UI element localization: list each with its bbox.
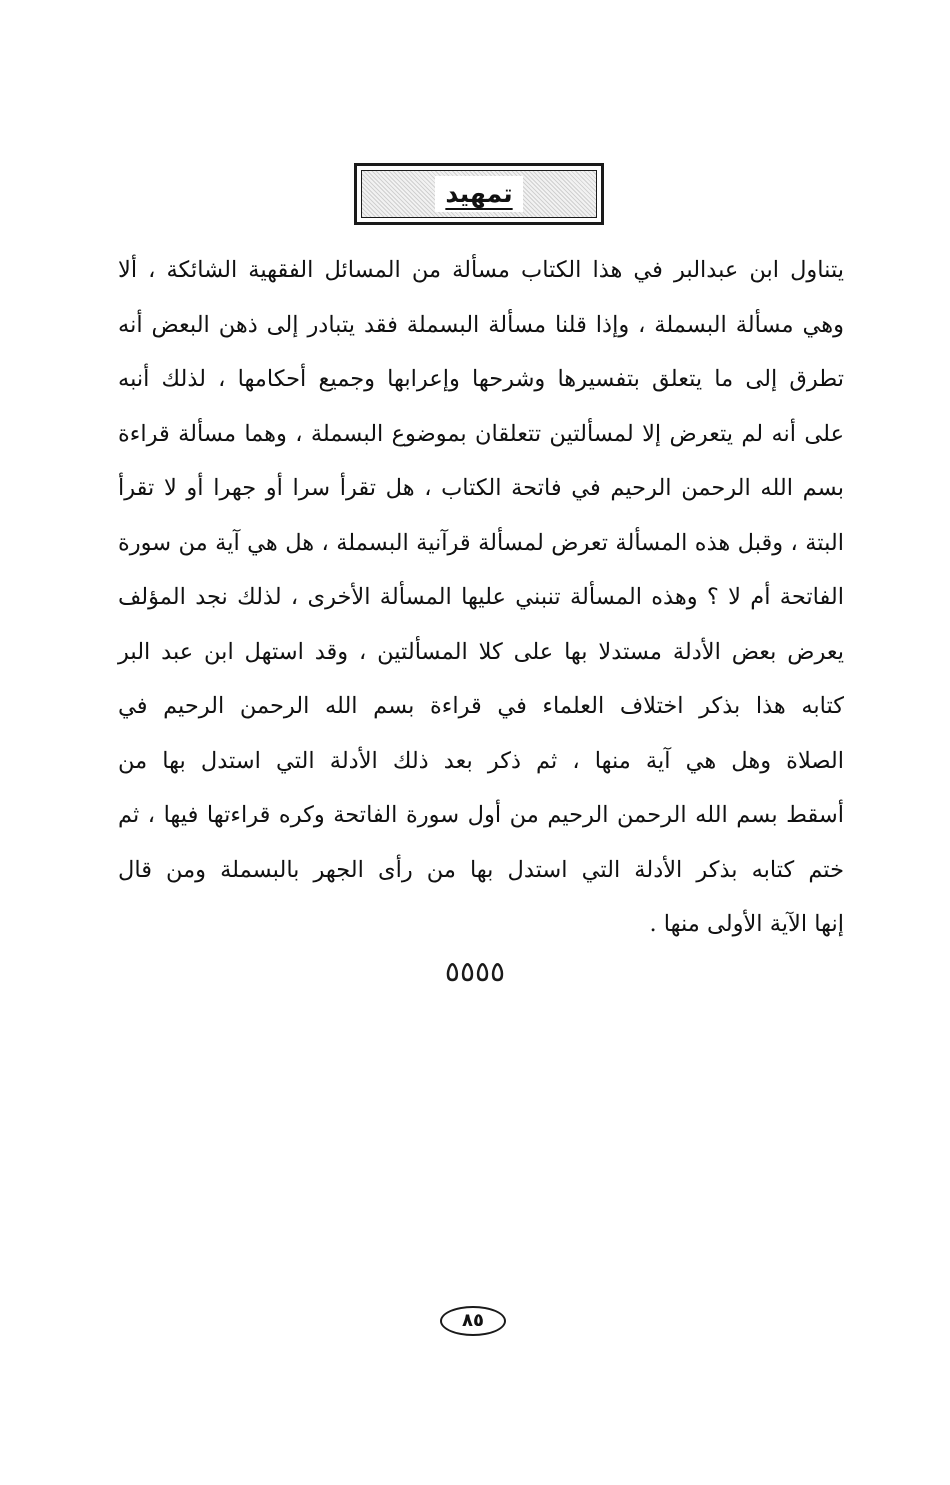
body-line: أسقط بسم الله الرحمن الرحيم من أول سورة الفاتحة وكره قراءتها فيها ، ثم <box>118 802 844 828</box>
body-line: ختم كتابه بذكر الأدلة التي استدل بها من رأى الجهر بالبسملة ومن قال <box>118 856 844 883</box>
body-line: البتة ، وقبل هذه المسألة تعرض لمسألة قرآنية البسملة ، هل هي آية من سورة <box>118 529 844 556</box>
body-line: إنها الآية الأولى منها . <box>649 911 844 937</box>
body-line: وهي مسألة البسملة ، وإذا قلنا مسألة البسملة فقد يتبادر إلى ذهن البعض أنه <box>118 311 844 338</box>
body-line: يتناول ابن عبدالبر في هذا الكتاب مسألة من المسائل الفقهية الشائكة ، ألا <box>118 257 844 283</box>
body-line: بسم الله الرحمن الرحيم في فاتحة الكتاب ، هل تقرأ سرا أو جهرا أو لا تقرأ <box>118 475 844 501</box>
body-line: الصلاة وهل هي آية منها ، ثم ذكر بعد ذلك الأدلة التي استدل بها من <box>118 747 844 774</box>
body-line: تطرق إلى ما يتعلق بتفسيرها وشرحها وإعرابها وجميع أحكامها ، لذلك أنبه <box>118 366 844 392</box>
body-line: كتابه هذا بذكر اختلاف العلماء في قراءة بسم الله الرحمن الرحيم في <box>118 693 844 719</box>
body-line: الفاتحة أم لا ؟ وهذه المسألة تنبني عليها المسألة الأخرى ، لذلك نجد المؤلف <box>118 584 844 610</box>
section-separator: ٥٥٥٥ <box>444 955 506 988</box>
page-heading: تمهيد <box>435 176 522 212</box>
heading-frame <box>354 163 604 225</box>
body-line: يعرض بعض الأدلة مستدلا بها على كلا المسألتين ، وقد استهل ابن عبد البر <box>118 638 844 665</box>
body-paragraph <box>118 243 844 952</box>
body-line: على أنه لم يتعرض إلا لمسألتين تتعلقان بموضوع البسملة ، وهما مسألة قراءة <box>118 420 844 447</box>
heading-frame-inner <box>361 170 597 218</box>
page-number: ٨٥ <box>440 1306 506 1336</box>
